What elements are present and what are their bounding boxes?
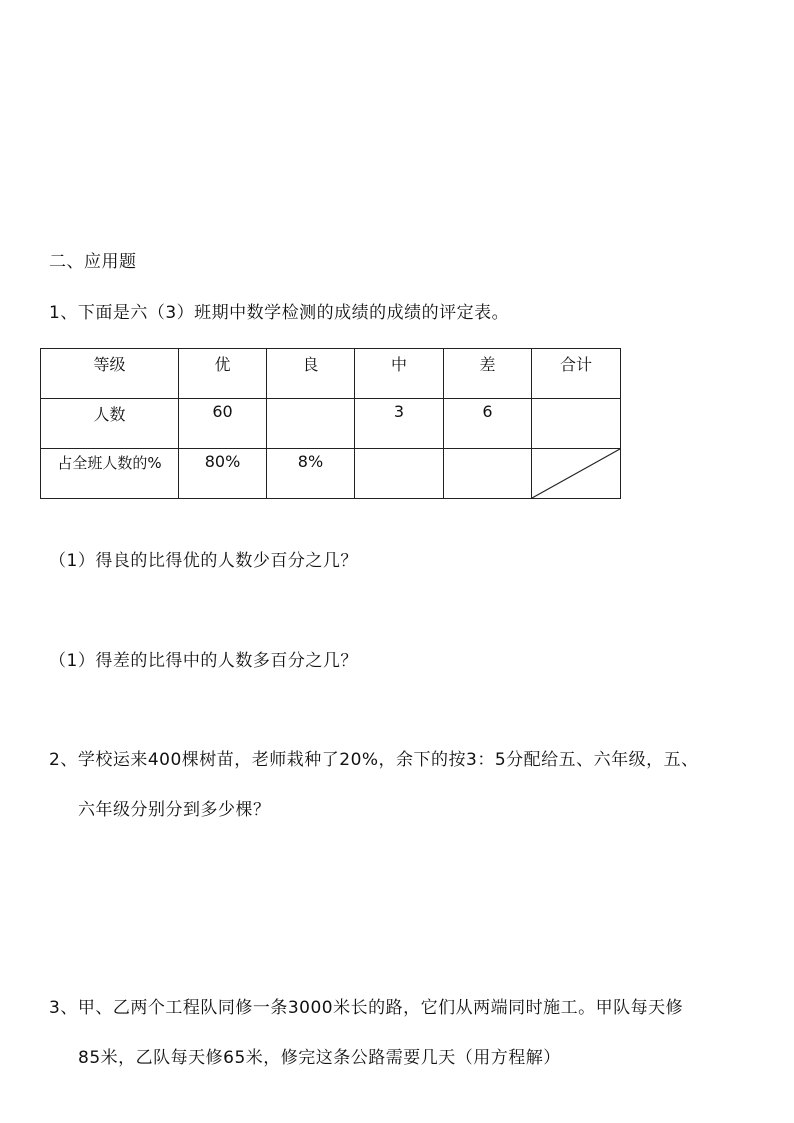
question-2-line-1: 2、学校运来400棵树苗，老师栽种了20%，余下的按3：5分配给五、六年级，五、 bbox=[49, 750, 699, 770]
table-cell: 60 bbox=[179, 399, 267, 449]
table-cell: 合计 bbox=[532, 349, 621, 399]
question-3-line-2: 85米，乙队每天修65米，修完这条公路需要几天（用方程解） bbox=[78, 1048, 561, 1068]
table-cell: 中 bbox=[355, 349, 444, 399]
diagonal-line bbox=[532, 449, 620, 498]
table-row-header bbox=[41, 349, 621, 399]
grade-table bbox=[40, 348, 621, 499]
table-cell bbox=[532, 399, 621, 449]
question-3-line-1: 3、甲、乙两个工程队同修一条3000米长的路，它们从两端同时施工。甲队每天修 bbox=[49, 998, 684, 1018]
table-cell: 6 bbox=[444, 399, 532, 449]
section-title: 二、应用题 bbox=[49, 252, 137, 272]
table-cell: 80% bbox=[179, 449, 267, 499]
table-cell: 差 bbox=[444, 349, 532, 399]
question-1-sub-1: （1）得良的比得优的人数少百分之几？ bbox=[49, 551, 358, 571]
table-row-percent bbox=[41, 449, 621, 499]
table-cell bbox=[267, 399, 355, 449]
table-cell: 8% bbox=[267, 449, 355, 499]
table-cell bbox=[444, 449, 532, 499]
table-cell: 优 bbox=[179, 349, 267, 399]
question-1-text: 1、下面是六（3）班期中数学检测的成绩的成绩的评定表。 bbox=[49, 303, 510, 323]
question-1-sub-2: （1）得差的比得中的人数多百分之几？ bbox=[49, 651, 358, 671]
table-cell: 占全班人数的% bbox=[41, 449, 179, 499]
diagonal-cell bbox=[532, 449, 621, 499]
question-2-line-2: 六年级分别分到多少棵？ bbox=[78, 800, 271, 820]
table-cell bbox=[355, 449, 444, 499]
table-cell: 3 bbox=[355, 399, 444, 449]
table-cell: 人数 bbox=[41, 399, 179, 449]
table-cell: 良 bbox=[267, 349, 355, 399]
table-row-count bbox=[41, 399, 621, 449]
table-cell: 等级 bbox=[41, 349, 179, 399]
